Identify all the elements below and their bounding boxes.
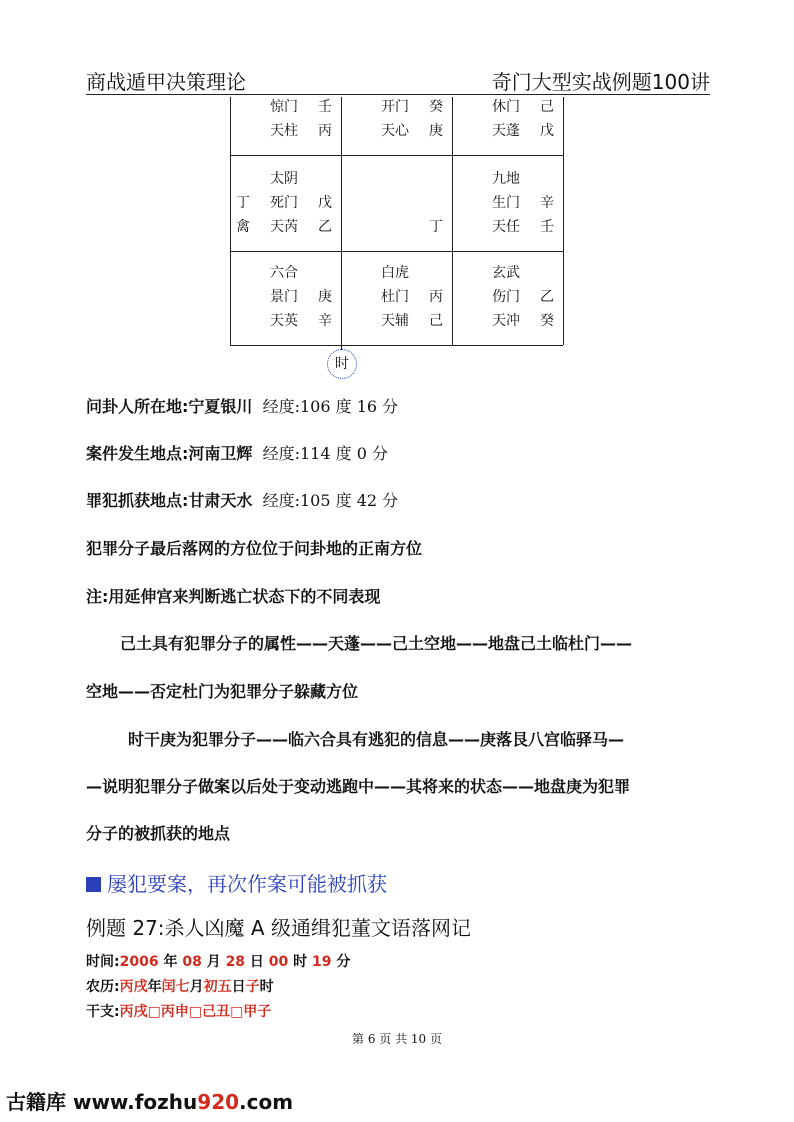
ganzhi-line: 干支:丙戌□丙申□己丑□甲子 <box>86 1004 272 1020</box>
page-number: 第 6 页 共 10 页 <box>352 1032 442 1046</box>
header-left-title: 商战遁甲决策理论 <box>86 70 246 94</box>
analysis-line-4: —说明犯罪分子做案以后处于变动逃跑中——其将来的状态——地盘庚为犯罪 <box>86 777 631 796</box>
analysis-line-2: 空地——否定杜门为犯罪分子躲藏方位 <box>86 682 359 701</box>
analysis-line-3: 时干庚为犯罪分子——临六合具有逃犯的信息——庚落艮八宫临驿马— <box>128 730 625 749</box>
hour-marker-circle: 时 <box>327 349 357 379</box>
location-line-asker: 问卦人所在地:宁夏银川 经度:106 度 16 分 <box>86 397 399 416</box>
palace-bottom-center: 白虎 杜门 丙 天辅 己 <box>381 265 443 329</box>
palace-bottom-right: 玄武 伤门 乙 天冲 癸 <box>492 265 554 329</box>
palace-center: 丁 <box>429 219 443 235</box>
example-title: 例题 27:杀人凶魔 A 级通缉犯董文语落网记 <box>86 916 471 940</box>
palace-bottom-left: 六合 景门 庚 天英 辛 <box>270 265 332 329</box>
section-heading: 屡犯要案，再次作案可能被抓获 <box>86 868 387 897</box>
analysis-line-1: 己土具有犯罪分子的属性——天蓬——己土空地——地盘己土临杜门—— <box>120 634 633 653</box>
square-bullet-icon <box>86 877 101 892</box>
palace-top-left: 惊门 壬 天柱 丙 <box>270 99 332 139</box>
statement-text: 犯罪分子最后落网的方位位于问卦地的正南方位 <box>86 539 423 558</box>
note-text: 注:用延伸宫来判断逃亡状态下的不同表现 <box>86 587 381 606</box>
palace-middle-left: 太阴 丁 死门 戊 禽 天芮 乙 <box>236 171 332 235</box>
location-line-crime: 案件发生地点:河南卫辉 经度:114 度 0 分 <box>86 444 388 463</box>
palace-top-center: 开门 癸 天心 庚 <box>381 99 443 139</box>
site-watermark: 古籍库 www.fozhu920.com <box>6 1090 294 1114</box>
header-right-title: 奇门大型实战例题100讲 <box>491 70 710 94</box>
time-line: 时间:2006 年 08 月 28 日 00 时 19 分 <box>86 954 351 970</box>
palace-top-right: 休门 己 天蓬 戊 <box>492 99 554 139</box>
location-line-capture: 罪犯抓获地点:甘肃天水 经度:105 度 42 分 <box>86 491 399 510</box>
lunar-line: 农历:丙戌年闰七月初五日子时 <box>86 979 274 995</box>
palace-middle-right: 九地 生门 辛 天任 壬 <box>492 171 554 235</box>
analysis-line-5: 分子的被抓获的地点 <box>86 824 231 843</box>
